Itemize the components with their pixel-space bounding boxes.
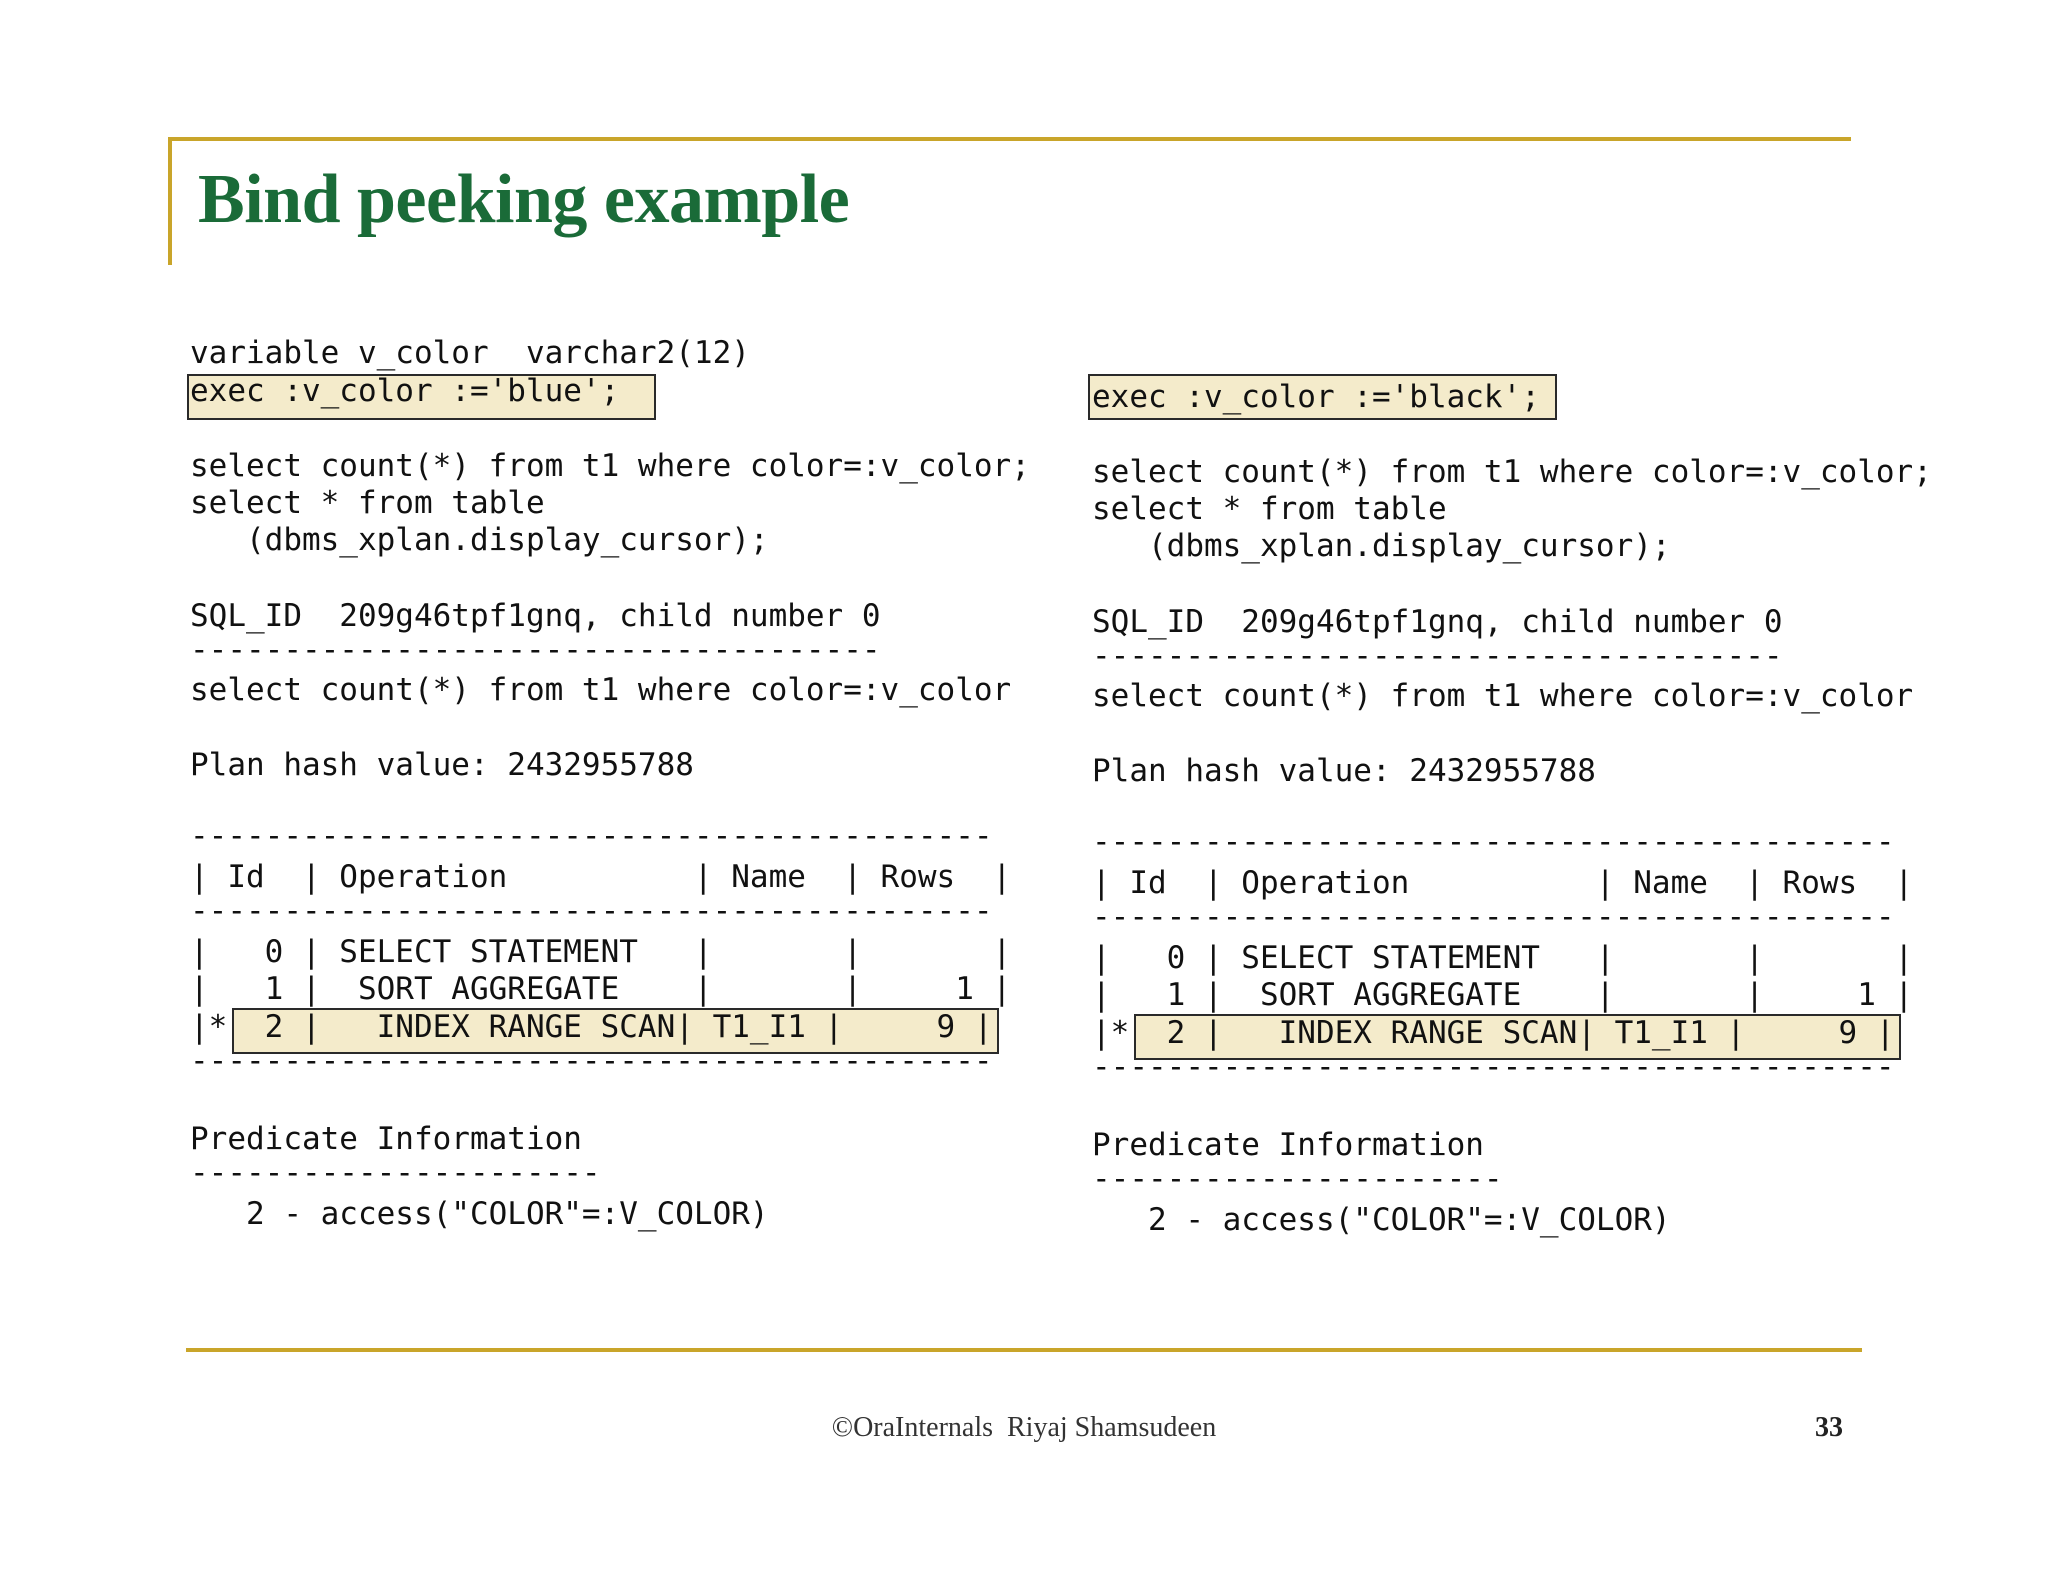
separator-line: ------------------------------------- [190, 632, 881, 668]
plan-row-2: |* 2 | INDEX RANGE SCAN| T1_I1 | 9 | [190, 1009, 993, 1045]
plan-hash-line: Plan hash value: 2432955788 [190, 747, 694, 783]
slide-title: Bind peeking example [198, 161, 850, 238]
select-query: select count(*) from t1 where color=:v_color; [1092, 454, 1932, 490]
predicate-separator: ---------------------- [1092, 1161, 1503, 1197]
exec-statement: exec :v_color :='blue'; [190, 373, 620, 409]
predicate-access-line: 2 - access("COLOR"=:V_COLOR) [1092, 1202, 1671, 1238]
page-number: 33 [1815, 1412, 1843, 1443]
separator-line: ------------------------------------- [1092, 638, 1783, 674]
plan-row-2: |* 2 | INDEX RANGE SCAN| T1_I1 | 9 | [1092, 1015, 1895, 1051]
top-rule [170, 137, 1851, 141]
footer-credit: ©OraInternals Riyaj Shamsudeen [831, 1412, 1217, 1443]
plan-header-row: | Id | Operation | Name | Rows | [1092, 865, 1914, 901]
exec-statement: exec :v_color :='black'; [1092, 379, 1540, 415]
sql-text-line: select count(*) from t1 where color=:v_color [190, 672, 1012, 708]
plan-header-row: | Id | Operation | Name | Rows | [190, 859, 1012, 895]
predicate-title: Predicate Information [190, 1121, 582, 1157]
sql-id-line: SQL_ID 209g46tpf1gnq, child number 0 [190, 598, 881, 634]
select-query: select count(*) from t1 where color=:v_color; [190, 448, 1030, 484]
plan-row-0: | 0 | SELECT STATEMENT | | | [1092, 940, 1914, 976]
predicate-access-line: 2 - access("COLOR"=:V_COLOR) [190, 1196, 769, 1232]
predicate-separator: ---------------------- [190, 1155, 601, 1191]
predicate-title: Predicate Information [1092, 1127, 1484, 1163]
display-cursor-line-2: (dbms_xplan.display_cursor); [190, 522, 769, 558]
sql-id-line: SQL_ID 209g46tpf1gnq, child number 0 [1092, 604, 1783, 640]
plan-row-0: | 0 | SELECT STATEMENT | | | [190, 934, 1012, 970]
plan-row-1: | 1 | SORT AGGREGATE | | 1 | [1092, 977, 1914, 1013]
plan-separator-mid: ------------------------------------------- [190, 893, 993, 929]
bottom-rule [186, 1348, 1862, 1352]
display-cursor-line-1: select * from table [1092, 491, 1447, 527]
plan-hash-line: Plan hash value: 2432955788 [1092, 753, 1596, 789]
left-rule [168, 137, 172, 265]
plan-separator-top: ------------------------------------------- [190, 818, 993, 854]
plan-row-1: | 1 | SORT AGGREGATE | | 1 | [190, 971, 1012, 1007]
variable-declaration: variable v_color varchar2(12) [190, 335, 750, 371]
plan-separator-bottom: ------------------------------------------- [190, 1043, 993, 1079]
sql-text-line: select count(*) from t1 where color=:v_color [1092, 678, 1914, 714]
display-cursor-line-1: select * from table [190, 485, 545, 521]
plan-separator-bottom: ------------------------------------------- [1092, 1049, 1895, 1085]
plan-separator-top: ------------------------------------------- [1092, 824, 1895, 860]
display-cursor-line-2: (dbms_xplan.display_cursor); [1092, 528, 1671, 564]
plan-separator-mid: ------------------------------------------- [1092, 899, 1895, 935]
